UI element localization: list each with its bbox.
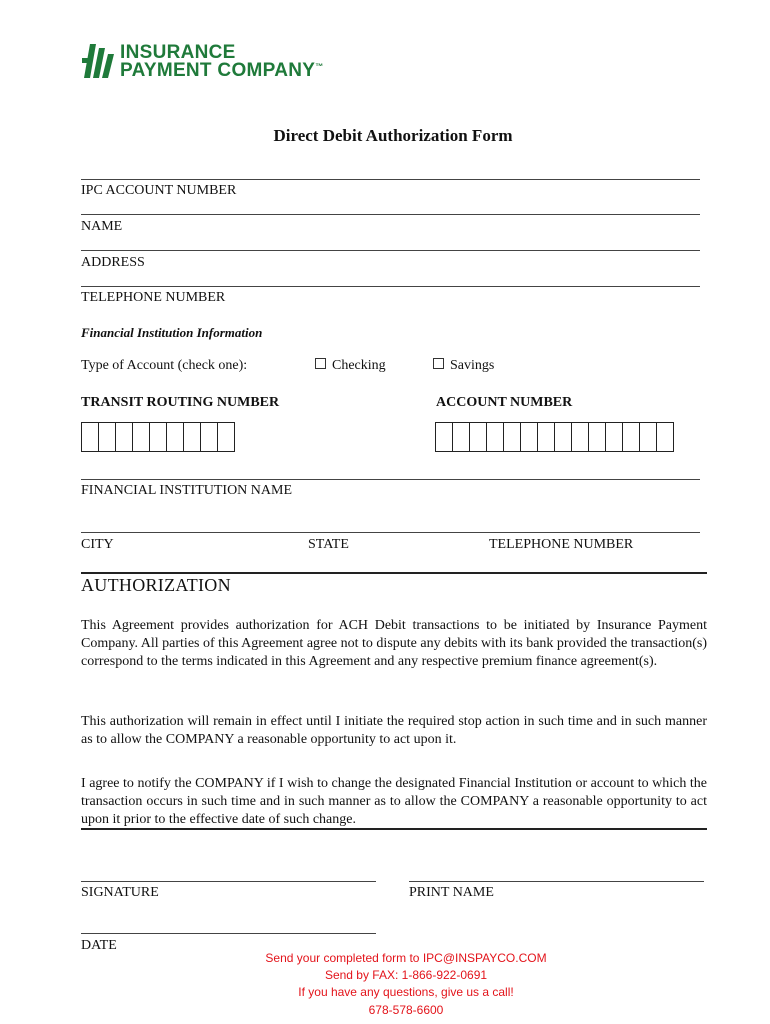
footer-fax-line: Send by FAX: 1-866-922-0691 [324, 968, 488, 982]
digit-box[interactable] [453, 423, 470, 451]
financial-info-heading: Financial Institution Information [81, 325, 263, 340]
name-line[interactable] [81, 214, 700, 215]
name-label: NAME [81, 219, 123, 234]
authorization-top-divider [81, 572, 707, 574]
signature-line[interactable] [81, 881, 376, 882]
digit-box[interactable] [150, 423, 167, 451]
print-name-line[interactable] [409, 881, 704, 882]
date-label: DATE [81, 938, 117, 953]
digit-box[interactable] [487, 423, 504, 451]
authorization-paragraph-2: This authorization will remain in effect until I initiate the required stop action in such time and in such manner as to allow the COMPANY a reasonable opportunity to act upon it. [81, 714, 707, 747]
digit-box[interactable] [623, 423, 640, 451]
telephone-label: TELEPHONE NUMBER [81, 290, 226, 305]
savings-checkbox[interactable]: Savings [433, 358, 494, 374]
state-label: STATE [308, 537, 349, 552]
city-state-phone-line[interactable] [81, 532, 700, 533]
authorization-bottom-divider [81, 828, 707, 830]
institution-telephone-label: TELEPHONE NUMBER [489, 537, 634, 552]
ipc-account-number-label: IPC ACCOUNT NUMBER [81, 183, 237, 198]
digit-box[interactable] [470, 423, 487, 451]
date-line[interactable] [81, 933, 376, 934]
company-logo [82, 42, 352, 82]
ipc-account-number-line[interactable] [81, 179, 700, 180]
institution-name-label: FINANCIAL INSTITUTION NAME [81, 483, 293, 498]
logo-mark-icon [82, 44, 116, 78]
authorization-heading: AUTHORIZATION [81, 575, 231, 595]
account-number-digit-boxes[interactable] [435, 422, 674, 452]
footer-questions-line: If you have any questions, give us a call! [298, 985, 514, 999]
digit-box[interactable] [640, 423, 657, 451]
checkbox-icon [315, 358, 326, 369]
digit-box[interactable] [184, 423, 201, 451]
digit-box[interactable] [657, 423, 674, 451]
address-label: ADDRESS [81, 255, 145, 270]
logo-text-line2: PAYMENT COMPANY™ [120, 60, 324, 81]
digit-box[interactable] [201, 423, 218, 451]
digit-box[interactable] [555, 423, 572, 451]
digit-box[interactable] [133, 423, 150, 451]
authorization-paragraph-1: This Agreement provides authorization for ACH Debit transactions to be initiated by Insurance Payment Company. All parties of this Agreement agree not to dispute any debits with its bank provided the transaction(s) correspond to the terms indicated in this Agreement and any respective premium finance agreement(s). [81, 618, 707, 669]
digit-box[interactable] [116, 423, 133, 451]
digit-box[interactable] [538, 423, 555, 451]
institution-name-line[interactable] [81, 479, 700, 480]
logo-text-line1: INSURANCE [120, 42, 236, 63]
signature-label: SIGNATURE [81, 885, 159, 900]
transit-routing-digit-boxes[interactable] [81, 422, 235, 452]
digit-box[interactable] [436, 423, 453, 451]
form-title: Direct Debit Authorization Form [273, 126, 513, 145]
print-name-label: PRINT NAME [409, 885, 494, 900]
trademark-mark: ™ [315, 62, 324, 71]
footer-phone-line: 678-578-6600 [368, 1003, 444, 1017]
city-label: CITY [81, 537, 114, 552]
telephone-line[interactable] [81, 286, 700, 287]
digit-box[interactable] [572, 423, 589, 451]
digit-box[interactable] [218, 423, 235, 451]
authorization-paragraph-3: I agree to notify the COMPANY if I wish to change the designated Financial Institution or account to which the transaction occurs in such time and in such manner as to allow the COMPANY a reasonable opportunity to act upon it prior to the effective date of such change. [81, 776, 707, 827]
transit-routing-label: TRANSIT ROUTING NUMBER [81, 395, 280, 410]
checkbox-icon [433, 358, 444, 369]
digit-box[interactable] [504, 423, 521, 451]
digit-box[interactable] [167, 423, 184, 451]
digit-box[interactable] [82, 423, 99, 451]
account-type-label: Type of Account (check one): [81, 358, 248, 373]
digit-box[interactable] [606, 423, 623, 451]
address-line[interactable] [81, 250, 700, 251]
account-number-label: ACCOUNT NUMBER [436, 395, 573, 410]
digit-box[interactable] [99, 423, 116, 451]
checking-checkbox[interactable]: Checking [315, 358, 386, 374]
footer-email-line: Send your completed form to IPC@INSPAYCO.COM [265, 951, 547, 965]
digit-box[interactable] [521, 423, 538, 451]
digit-box[interactable] [589, 423, 606, 451]
